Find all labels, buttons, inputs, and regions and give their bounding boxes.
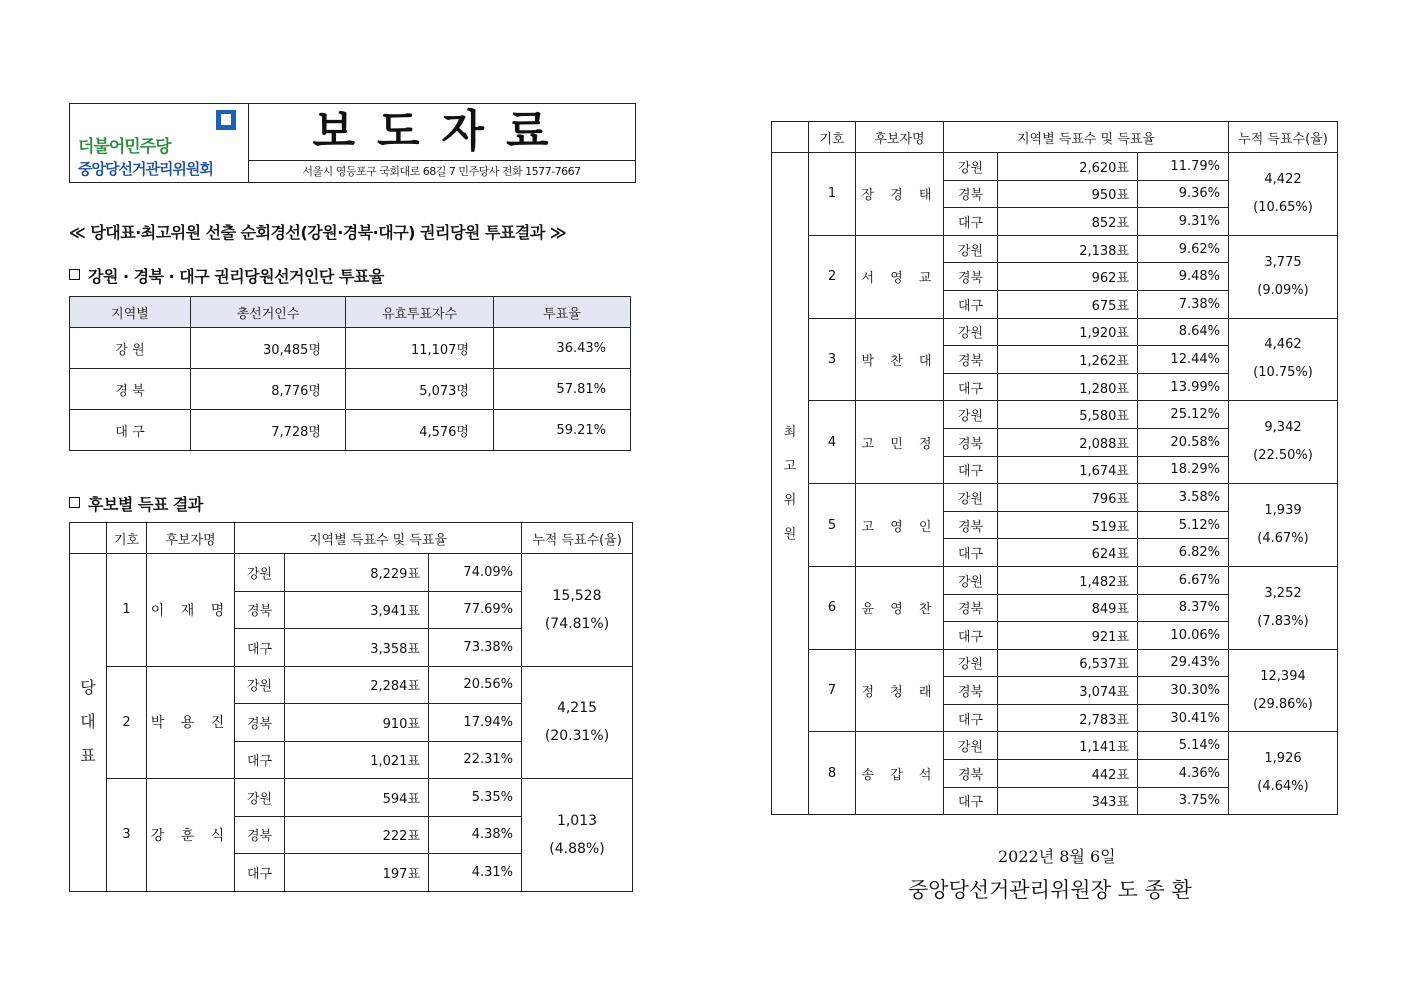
vote-count-cell: 3,358표	[285, 629, 429, 667]
turnout-section-heading: 강원 · 경북 · 대구 권리당원선거인단 투표율	[69, 264, 384, 287]
vote-count-cell: 910표	[285, 704, 429, 742]
vote-rate-cell: 30.30%	[1138, 677, 1229, 705]
candidate-number: 2	[107, 666, 147, 779]
table-row	[70, 369, 631, 410]
vote-rate-cell: 6.82%	[1138, 539, 1229, 567]
press-release-header	[69, 103, 636, 183]
table-row	[772, 235, 1338, 263]
vote-count-cell: 675표	[998, 290, 1138, 318]
category-label	[772, 153, 809, 815]
cumulative-rate: (10.65%)	[1253, 199, 1313, 215]
vote-count-cell: 796표	[998, 484, 1138, 512]
vote-rate-cell: 5.12%	[1138, 511, 1229, 539]
value-cell: 59.21%	[494, 410, 631, 451]
category-label-char: 표	[80, 746, 96, 766]
category-label-char: 당	[80, 678, 96, 698]
candidate-number: 7	[809, 649, 856, 732]
cumulative-rate: (7.83%)	[1257, 613, 1309, 629]
vote-count-cell: 849표	[998, 594, 1138, 622]
cumulative-rate: (29.86%)	[1253, 696, 1313, 712]
vote-count-cell: 2,620표	[998, 153, 1138, 181]
candidate-name: 강 훈 식	[147, 779, 235, 892]
checkbox-bullet-icon	[69, 497, 80, 508]
candidate-name: 정 청 래	[856, 649, 944, 732]
vote-count-cell: 2,783표	[998, 704, 1138, 732]
vote-count-cell: 8,229표	[285, 554, 429, 592]
cumulative-total	[1229, 484, 1338, 567]
column-header: 지역별	[70, 297, 191, 328]
vote-count-cell: 1,280표	[998, 373, 1138, 401]
column-header: 누적 득표수(율)	[522, 523, 633, 554]
column-header: 지역별 득표수 및 득표율	[235, 523, 522, 554]
value-cell: 36.43%	[494, 328, 631, 369]
vote-rate-cell: 29.43%	[1138, 649, 1229, 677]
region-cell: 강원	[944, 318, 998, 346]
region-cell: 대구	[944, 456, 998, 484]
vote-rate-cell: 8.37%	[1138, 594, 1229, 622]
region-cell: 경북	[944, 511, 998, 539]
cumulative-total	[1229, 318, 1338, 401]
candidate-name: 고 영 인	[856, 484, 944, 567]
table-row	[772, 649, 1338, 677]
column-header: 후보자명	[147, 523, 235, 554]
cumulative-rate: (4.67%)	[1257, 531, 1309, 547]
vote-rate-cell: 17.94%	[429, 704, 522, 742]
cumulative-rate: (10.75%)	[1253, 365, 1313, 381]
vote-count-cell: 5,580표	[998, 401, 1138, 429]
vote-rate-cell: 3.75%	[1138, 787, 1229, 815]
table-row	[772, 401, 1338, 429]
column-header: 투표율	[494, 297, 631, 328]
vote-count-cell: 3,074표	[998, 677, 1138, 705]
vote-count-cell: 442표	[998, 760, 1138, 788]
region-cell: 강원	[944, 401, 998, 429]
cumulative-votes: 4,462	[1264, 337, 1302, 353]
region-cell: 대 구	[70, 410, 191, 451]
cumulative-votes: 1,013	[556, 812, 598, 829]
vote-rate-cell: 18.29%	[1138, 456, 1229, 484]
vote-count-cell: 852표	[998, 208, 1138, 236]
vote-rate-cell: 6.67%	[1138, 566, 1229, 594]
cumulative-total	[1229, 566, 1338, 649]
party-name: 더불어민주당	[78, 137, 171, 157]
vote-rate-cell: 20.58%	[1138, 428, 1229, 456]
region-cell: 강원	[944, 235, 998, 263]
column-header: 누적 득표수(율)	[1229, 122, 1338, 153]
supreme-council-results-table	[771, 121, 1338, 815]
vote-rate-cell: 9.36%	[1138, 180, 1229, 208]
checkbox-bullet-icon	[69, 269, 80, 280]
vote-rate-cell: 22.31%	[429, 741, 522, 779]
region-cell: 경북	[944, 346, 998, 374]
vote-rate-cell: 77.69%	[429, 591, 522, 629]
region-cell: 대구	[944, 787, 998, 815]
table-row	[70, 410, 631, 451]
region-cell: 강 원	[70, 328, 191, 369]
cumulative-rate: (4.88%)	[549, 840, 605, 857]
candidate-number: 5	[809, 484, 856, 567]
table-row	[772, 566, 1338, 594]
region-cell: 경북	[235, 591, 285, 629]
candidate-number: 6	[809, 566, 856, 649]
turnout-table	[69, 296, 631, 451]
region-cell: 대구	[944, 373, 998, 401]
candidate-number: 4	[809, 401, 856, 484]
candidate-name: 송 갑 석	[856, 732, 944, 815]
cumulative-total	[1229, 235, 1338, 318]
candidate-name: 고 민 정	[856, 401, 944, 484]
vote-rate-cell: 5.35%	[429, 779, 522, 817]
table-row	[772, 318, 1338, 346]
column-header: 후보자명	[856, 122, 944, 153]
cumulative-rate: (20.31%)	[544, 728, 610, 745]
release-date: 2022년 8월 6일	[998, 847, 1116, 866]
category-label-char: 대	[80, 712, 96, 732]
vote-rate-cell: 74.09%	[429, 554, 522, 592]
region-cell: 경북	[944, 760, 998, 788]
candidate-number: 3	[107, 779, 147, 892]
address-line: 서울시 영등포구 국회대로 68길 7 민주당사 전화 1577-7667	[302, 165, 581, 178]
value-cell: 7,728명	[191, 410, 346, 451]
category-label-char: 원	[783, 526, 797, 542]
candidate-number: 8	[809, 732, 856, 815]
value-cell: 11,107명	[346, 328, 494, 369]
candidate-number: 2	[809, 235, 856, 318]
vote-rate-cell: 9.48%	[1138, 263, 1229, 291]
value-cell: 8,776명	[191, 369, 346, 410]
region-cell: 경북	[944, 180, 998, 208]
vote-count-cell: 624표	[998, 539, 1138, 567]
vote-rate-cell: 4.31%	[429, 854, 522, 892]
vote-count-cell: 2,138표	[998, 235, 1138, 263]
region-cell: 강원	[235, 554, 285, 592]
region-cell: 대구	[944, 704, 998, 732]
cumulative-rate: (9.09%)	[1257, 282, 1309, 298]
region-cell: 경북	[944, 677, 998, 705]
cumulative-total	[1229, 153, 1338, 236]
value-cell: 5,073명	[346, 369, 494, 410]
category-label-char: 최	[783, 424, 797, 440]
committee-name: 중앙당선거관리위원회	[78, 160, 213, 178]
vote-count-cell: 962표	[998, 263, 1138, 291]
region-cell: 대구	[235, 854, 285, 892]
region-cell: 대구	[235, 629, 285, 667]
cumulative-votes: 9,342	[1264, 420, 1302, 436]
region-cell: 경북	[235, 704, 285, 742]
value-cell: 4,576명	[346, 410, 494, 451]
vote-count-cell: 594표	[285, 779, 429, 817]
category-label-char: 고	[783, 458, 797, 474]
vote-count-cell: 6,537표	[998, 649, 1138, 677]
cumulative-total	[522, 666, 633, 779]
table-row	[70, 779, 633, 817]
party-logo	[70, 104, 249, 182]
candidate-name: 윤 영 찬	[856, 566, 944, 649]
table-row	[772, 484, 1338, 512]
vote-count-cell: 1,262표	[998, 346, 1138, 374]
vote-count-cell: 2,284표	[285, 666, 429, 704]
candidate-number: 1	[809, 153, 856, 236]
vote-rate-cell: 25.12%	[1138, 401, 1229, 429]
vote-count-cell: 1,021표	[285, 741, 429, 779]
candidate-name: 이 재 명	[147, 554, 235, 667]
table-row	[772, 153, 1338, 181]
cumulative-votes: 3,252	[1264, 585, 1302, 601]
vote-rate-cell: 3.58%	[1138, 484, 1229, 512]
value-cell: 57.81%	[494, 369, 631, 410]
category-label-char: 위	[783, 492, 797, 508]
region-cell: 경북	[944, 594, 998, 622]
vote-count-cell: 343표	[998, 787, 1138, 815]
cumulative-votes: 1,926	[1264, 751, 1302, 767]
region-cell: 경북	[235, 816, 285, 854]
cumulative-votes: 3,775	[1264, 254, 1302, 270]
candidates-section-heading: 후보별 득표 결과	[69, 492, 203, 515]
region-cell: 경북	[944, 428, 998, 456]
cumulative-total	[1229, 732, 1338, 815]
vote-rate-cell: 73.38%	[429, 629, 522, 667]
vote-rate-cell: 13.99%	[1138, 373, 1229, 401]
region-cell: 경북	[944, 263, 998, 291]
vote-count-cell: 3,941표	[285, 591, 429, 629]
cumulative-votes: 15,528	[552, 587, 602, 604]
category-label	[70, 554, 107, 892]
vote-rate-cell: 7.38%	[1138, 290, 1229, 318]
table-row	[70, 328, 631, 369]
cumulative-total	[522, 779, 633, 892]
vote-count-cell: 2,088표	[998, 428, 1138, 456]
cumulative-rate: (4.64%)	[1257, 779, 1309, 795]
signature: 중앙당선거관리위원장 도 종 환	[908, 878, 1192, 902]
table-row	[70, 666, 633, 704]
region-cell: 경 북	[70, 369, 191, 410]
vote-rate-cell: 9.62%	[1138, 235, 1229, 263]
cumulative-total	[1229, 649, 1338, 732]
vote-count-cell: 1,920표	[998, 318, 1138, 346]
vote-count-cell: 950표	[998, 180, 1138, 208]
main-heading: ≪ 당대표·최고위원 선출 순회경선(강원·경북·대구) 권리당원 투표결과 ≫	[69, 223, 567, 242]
table-row	[70, 554, 633, 592]
vote-count-cell: 197표	[285, 854, 429, 892]
region-cell: 강원	[235, 779, 285, 817]
region-cell: 강원	[944, 566, 998, 594]
vote-count-cell: 222표	[285, 816, 429, 854]
candidate-name: 박 용 진	[147, 666, 235, 779]
vote-rate-cell: 30.41%	[1138, 704, 1229, 732]
vote-count-cell: 1,141표	[998, 732, 1138, 760]
region-cell: 대구	[944, 290, 998, 318]
party-flag-icon	[216, 110, 236, 130]
cumulative-total	[1229, 401, 1338, 484]
cumulative-votes: 1,939	[1264, 503, 1302, 519]
candidate-number: 3	[809, 318, 856, 401]
cumulative-votes: 4,215	[556, 700, 598, 717]
vote-rate-cell: 11.79%	[1138, 153, 1229, 181]
column-header: 기호	[107, 523, 147, 554]
region-cell: 강원	[944, 649, 998, 677]
vote-rate-cell: 12.44%	[1138, 346, 1229, 374]
region-cell: 대구	[235, 741, 285, 779]
vote-count-cell: 1,482표	[998, 566, 1138, 594]
region-cell: 강원	[944, 153, 998, 181]
region-cell: 대구	[944, 622, 998, 650]
vote-rate-cell: 4.36%	[1138, 760, 1229, 788]
vote-rate-cell: 10.06%	[1138, 622, 1229, 650]
vote-rate-cell: 4.38%	[429, 816, 522, 854]
region-cell: 강원	[235, 666, 285, 704]
table-row	[772, 732, 1338, 760]
cumulative-rate: (74.81%)	[544, 615, 610, 632]
cumulative-rate: (22.50%)	[1253, 448, 1313, 464]
column-header: 유효투표자수	[346, 297, 494, 328]
column-header: 지역별 득표수 및 득표율	[944, 122, 1229, 153]
region-cell: 강원	[944, 732, 998, 760]
value-cell: 30,485명	[191, 328, 346, 369]
region-cell: 대구	[944, 539, 998, 567]
vote-count-cell: 1,674표	[998, 456, 1138, 484]
candidate-name: 장 경 태	[856, 153, 944, 236]
vote-count-cell: 921표	[998, 622, 1138, 650]
column-header: 총선거인수	[191, 297, 346, 328]
region-cell: 대구	[944, 208, 998, 236]
cumulative-votes: 12,394	[1260, 668, 1306, 684]
vote-rate-cell: 20.56%	[429, 666, 522, 704]
candidate-name: 서 영 교	[856, 235, 944, 318]
vote-rate-cell: 8.64%	[1138, 318, 1229, 346]
column-header: 기호	[809, 122, 856, 153]
region-cell: 강원	[944, 484, 998, 512]
cumulative-total	[522, 554, 633, 667]
vote-count-cell: 519표	[998, 511, 1138, 539]
vote-rate-cell: 5.14%	[1138, 732, 1229, 760]
vote-rate-cell: 9.31%	[1138, 208, 1229, 236]
candidate-number: 1	[107, 554, 147, 667]
candidate-name: 박 찬 대	[856, 318, 944, 401]
page-title: 보도자료	[248, 104, 635, 161]
cumulative-votes: 4,422	[1264, 171, 1302, 187]
party-leader-results-table	[69, 522, 633, 892]
